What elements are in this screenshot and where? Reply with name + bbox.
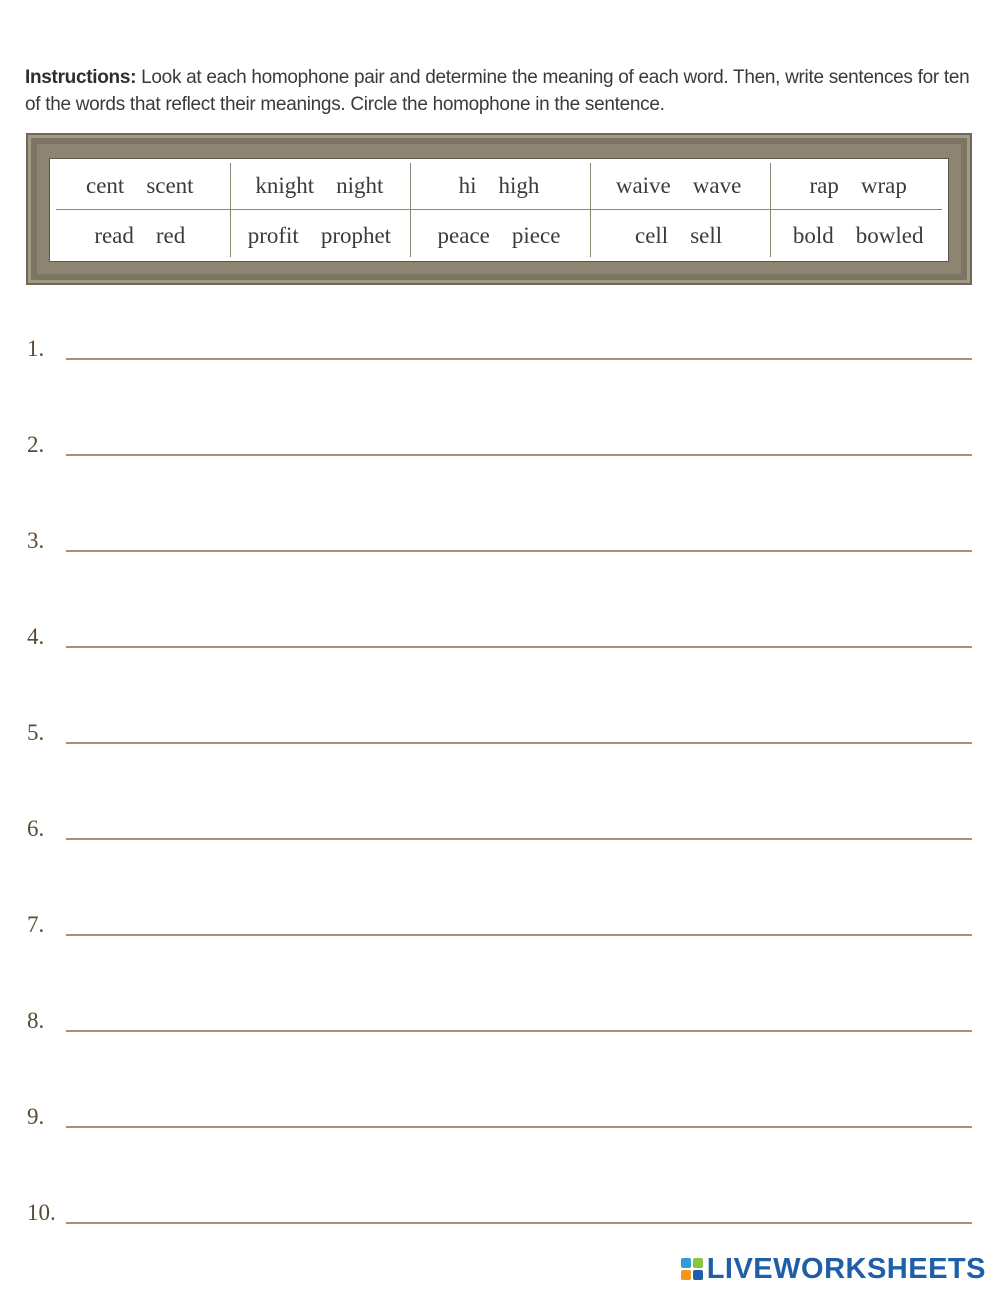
answer-line[interactable] (66, 934, 972, 936)
homophone-word: read (94, 223, 134, 248)
homophone-pair (409, 211, 589, 261)
sentence-line[interactable] (27, 428, 972, 458)
answer-line[interactable] (66, 1030, 972, 1032)
homophone-word: bold (792, 223, 834, 248)
homophone-pair (230, 161, 410, 211)
homophone-word: bowled (855, 223, 924, 248)
sentence-number: 1. (27, 336, 45, 361)
answer-line[interactable] (66, 454, 972, 456)
liveworksheets-brand[interactable] (681, 1253, 986, 1285)
homophone-pair (50, 161, 230, 211)
instructions-text: Look at each homophone pair and determine the meaning of each word. Then, write sentences for ten of the words that reflect their meanings. Circle the homophone in the sentence. (25, 67, 970, 115)
homophone-pair (409, 161, 589, 211)
homophone-word: wrap (860, 173, 907, 198)
homophone-word: prophet (320, 223, 392, 248)
sentence-line[interactable] (27, 524, 972, 554)
answer-line[interactable] (66, 550, 972, 552)
sentence-line[interactable] (27, 812, 972, 842)
homophone-pair (230, 211, 410, 261)
homophone-word: cell (635, 223, 669, 248)
homophone-word: knight (255, 173, 315, 198)
word-row (50, 161, 948, 211)
sentence-number: 4. (27, 624, 45, 649)
answer-line[interactable] (66, 1222, 972, 1224)
word-box (49, 158, 949, 262)
sentence-number: 7. (27, 912, 45, 937)
sentence-line[interactable] (27, 1100, 972, 1130)
sentence-line[interactable] (27, 1196, 972, 1226)
answer-line[interactable] (66, 358, 972, 360)
homophone-word: piece (511, 223, 561, 248)
sentence-line[interactable] (27, 908, 972, 938)
homophone-word: hi (458, 173, 477, 198)
homophone-word: high (498, 173, 540, 198)
homophone-word: cent (86, 173, 125, 198)
brand-text: LIVEWORKSHEETS (706, 1252, 986, 1285)
homophone-pair (50, 211, 230, 261)
homophone-word: profit (247, 223, 299, 248)
instructions (25, 64, 975, 118)
word-box-frame (26, 133, 972, 285)
answer-line[interactable] (66, 742, 972, 744)
liveworksheets-logo-icon (681, 1258, 703, 1280)
homophone-word: peace (437, 223, 490, 248)
sentence-line[interactable] (27, 620, 972, 650)
homophone-pair (768, 161, 948, 211)
homophone-pair (768, 211, 948, 261)
sentence-line[interactable] (27, 716, 972, 746)
answer-line[interactable] (66, 1126, 972, 1128)
sentence-number: 9. (27, 1104, 45, 1129)
homophone-word: wave (692, 173, 742, 198)
homophone-pair (589, 211, 769, 261)
sentence-number: 5. (27, 720, 45, 745)
sentence-line[interactable] (27, 1004, 972, 1034)
sentence-number: 10. (27, 1200, 56, 1225)
sentence-number: 8. (27, 1008, 45, 1033)
instructions-lead: Instructions: (25, 67, 137, 88)
homophone-word: night (336, 173, 384, 198)
homophone-word: waive (615, 173, 671, 198)
answer-line[interactable] (66, 646, 972, 648)
homophone-word: scent (146, 173, 194, 198)
homophone-word: sell (690, 223, 723, 248)
homophone-word: red (155, 223, 186, 248)
answer-line[interactable] (66, 838, 972, 840)
sentence-number: 2. (27, 432, 45, 457)
homophone-pair (589, 161, 769, 211)
sentence-line[interactable] (27, 332, 972, 362)
sentence-number: 3. (27, 528, 45, 553)
sentence-number: 6. (27, 816, 45, 841)
word-row (50, 211, 948, 261)
homophone-word: rap (809, 173, 839, 198)
